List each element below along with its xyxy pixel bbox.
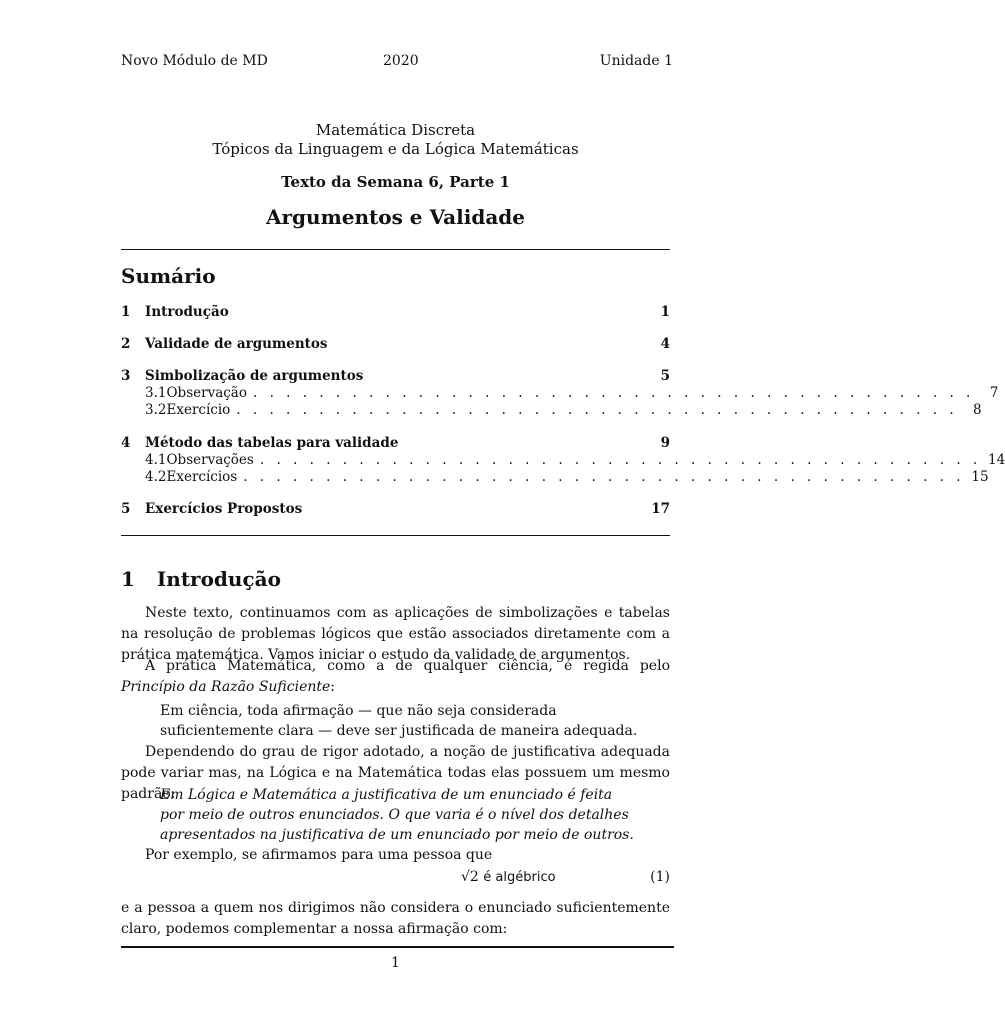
section-title: Introdução (156, 567, 281, 591)
toc-entry[interactable]: 5 Exercícios Propostos 17 (121, 501, 670, 517)
toc-entry-title: Exercícios Propostos (145, 501, 303, 517)
toc-entry-title: Observação (166, 385, 247, 401)
paragraph: A prática Matemática, como a de qualquer ciência, é regida pelo Princípio da Razão Suficiente: (121, 658, 670, 695)
toc-entry[interactable]: 4 Método das tabelas para validade 9 (121, 435, 670, 451)
toc-leader-dots: . . . . . . . . . . . . . . . . . . . . . . . . . . . . . . . . . . . . . . . . . . . . (259, 452, 982, 468)
toc-entry-page: 7 (989, 385, 999, 401)
toc-entry-title: Validade de argumentos (145, 336, 328, 352)
toc-subentry[interactable]: 3.1 Observação . . . . . . . . . . . . . . . . . . . . . . . . . . . . . . . . . . . . . . . . . . . . 7 (145, 385, 999, 401)
toc-entry-page: 14 (988, 452, 1005, 468)
running-header-left: Novo Módulo de MD (121, 53, 268, 69)
toc-entry-page: 8 (973, 402, 982, 418)
toc-subentry[interactable]: 3.2 Exercício . . . . . . . . . . . . . . . . . . . . . . . . . . . . . . . . . . . . . . . . . . . . 8 (145, 402, 982, 418)
toc-entry-title: Simbolização de argumentos (145, 368, 364, 384)
page-number: 1 (391, 955, 400, 971)
toc-subentry[interactable]: 4.2 Exercícios . . . . . . . . . . . . . . . . . . . . . . . . . . . . . . . . . . . . . . . . . . . . 15 (145, 469, 989, 485)
week-label: Texto da Semana 6, Parte 1 (281, 173, 510, 191)
quote-block: Em ciência, toda afirmação — que não seja considerada suficientemente clara — deve ser justificada de maneira adequada. (160, 703, 638, 739)
toc-subentry[interactable]: 4.1 Observações . . . . . . . . . . . . . . . . . . . . . . . . . . . . . . . . . . . . . . . . . . . . 14 (145, 452, 1005, 468)
toc-entry-title: Método das tabelas para validade (145, 435, 399, 451)
principle-name: Princípio da Razão Suficiente (121, 679, 331, 695)
toc-leader-dots: . . . . . . . . . . . . . . . . . . . . . . . . . . . . . . . . . . . . . . . . . . . . (252, 385, 975, 401)
paragraph: Dependendo do grau de rigor adotado, a noção de justificativa adequada pode variar mas, na Lógica e na Matemática todas elas possuem um mesmo padrão: (121, 744, 670, 802)
section-heading (121, 567, 281, 591)
section-number: 1 (121, 567, 135, 591)
toc-entry-page: 1 (660, 304, 670, 320)
running-header-right: Unidade 1 (599, 53, 673, 69)
paragraph: e a pessoa a quem nos dirigimos não considera o enunciado suficientemente claro, podemos complementar a nossa afirmação com: (121, 900, 670, 937)
toc-entry[interactable]: 2 Validade de argumentos 4 (121, 336, 670, 352)
toc-entry-title: Exercícios (166, 469, 238, 485)
equation-number: (1) (650, 869, 670, 885)
toc-entry-title: Observações (166, 452, 254, 468)
toc-entry-title: Exercício (166, 402, 231, 418)
divider-bottom (121, 535, 670, 536)
toc-entry-title: Introdução (145, 304, 229, 320)
toc-entry-page: 4 (660, 336, 670, 352)
toc-leader-dots: . . . . . . . . . . . . . . . . . . . . . . . . . . . . . . . . . . . . . . . . . . . . (243, 469, 965, 485)
topic-title: Tópicos da Linguagem e da Lógica Matemáticas (212, 140, 579, 158)
toc-entry[interactable]: 1 Introdução 1 (121, 304, 670, 320)
toc-entry-page: 15 (971, 469, 989, 485)
paragraph: Por exemplo, se afirmamos para uma pessoa que (145, 847, 493, 863)
toc-entry-page: 17 (651, 501, 670, 517)
toc-leader-dots: . . . . . . . . . . . . . . . . . . . . . . . . . . . . . . . . . . . . . . . . . . . . (236, 402, 958, 418)
footer-rule (121, 946, 674, 948)
running-header-year: 2020 (383, 53, 419, 69)
course-title: Matemática Discreta (315, 121, 476, 139)
sqrt-two: √2 (461, 869, 479, 885)
toc-entry[interactable]: 3 Simbolização de argumentos 5 (121, 368, 670, 384)
paragraph: Neste texto, continuamos com as aplicações de simbolizações e tabelas na resolução de problemas lógicos que estão associados diretamente com a prática matemática. Vamos iniciar o estudo da validade de argumentos. (121, 605, 670, 663)
toc-entry-page: 5 (660, 368, 670, 384)
equation-text: é algébrico (483, 870, 556, 885)
toc-entry-page: 9 (660, 435, 670, 451)
toc-heading: Sumário (121, 264, 216, 288)
page-title: Argumentos e Validade (266, 205, 525, 229)
divider-top (121, 249, 670, 250)
quote-block-italic: Em Lógica e Matemática a justificativa de um enunciado é feita por meio de outros enunciados. O que varia é o nível dos detalhes apresentados na justificativa de um enunciado por meio de outros. (160, 787, 634, 843)
